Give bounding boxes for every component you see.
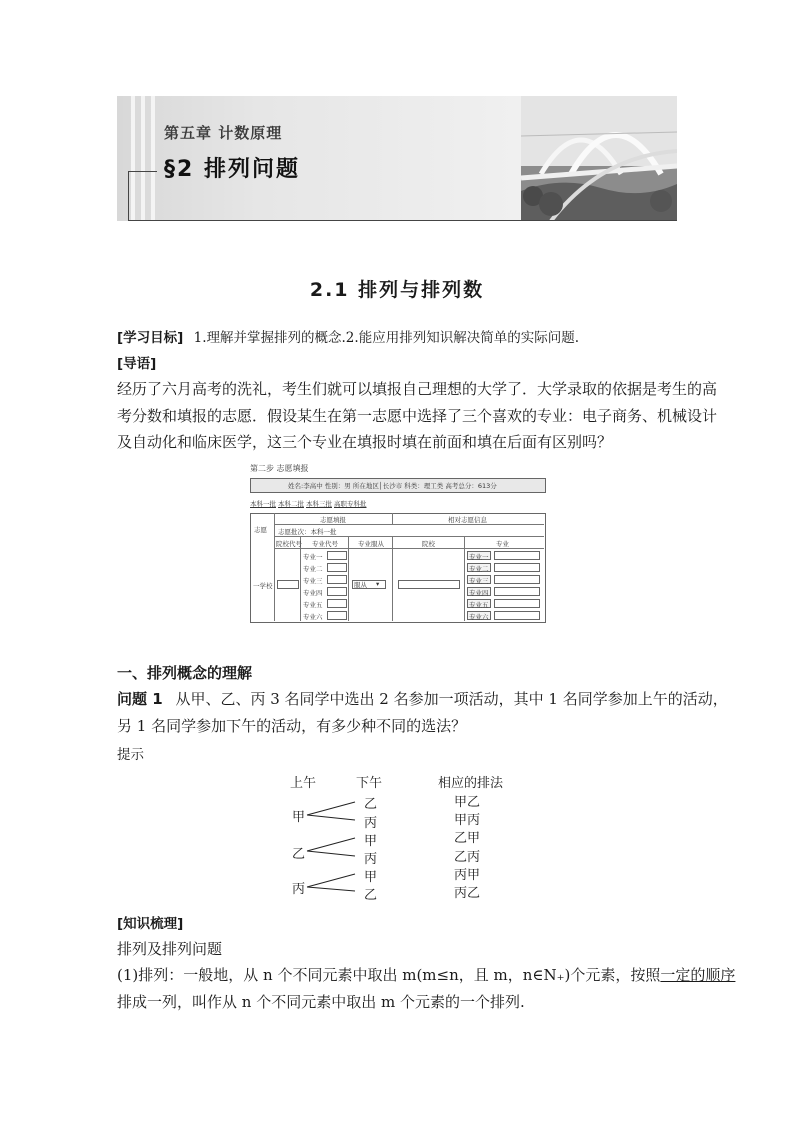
definition-text: (1)排列：一般地，从 n 个不同元素中取出 m(m≤n，且 m，n∈N₊)个元素，按照: [117, 966, 661, 984]
school-name-input[interactable]: [398, 580, 460, 589]
major-code-label: 专业四: [303, 589, 323, 597]
question-1: [117, 688, 728, 709]
major-code-input[interactable]: [327, 599, 347, 608]
form-tab[interactable]: 高职专科批: [334, 500, 367, 508]
major-code-label: 专业五: [303, 601, 323, 609]
banner-stripe: [131, 96, 135, 221]
objectives-label: [学习目标]: [117, 330, 184, 346]
major-code-input[interactable]: [327, 611, 347, 620]
intro-label: [导语]: [117, 356, 157, 372]
afternoon-node: 甲: [364, 870, 378, 885]
question-text: 另 1 名同学参加下午的活动，有多少种不同的选法？: [117, 717, 467, 735]
major-input[interactable]: [494, 575, 540, 584]
form-tab[interactable]: 本科二批: [278, 500, 304, 508]
morning-node: 丙: [292, 882, 306, 897]
major-label: 专业六: [469, 613, 489, 621]
major-code-input[interactable]: [327, 575, 347, 584]
major-input[interactable]: [494, 551, 540, 560]
form-column-header: 专业: [496, 540, 509, 548]
result-entry: 乙丙: [454, 850, 481, 865]
major-input[interactable]: [494, 611, 540, 620]
afternoon-node: 乙: [364, 888, 378, 903]
bridge-photo-icon: [521, 96, 677, 221]
form-info: 姓名:李高中 性别：男 所在地区│长沙市 科类：理工类 高考总分：613分: [288, 482, 497, 490]
form-row-label: 一学校: [253, 582, 273, 590]
form-column-header: 专业代号: [312, 540, 338, 548]
hint-label: 提示: [117, 747, 144, 763]
major-label: 专业五: [469, 601, 489, 609]
definition-line: [117, 964, 735, 985]
result-entry: 甲乙: [454, 795, 481, 810]
major-code-input[interactable]: [327, 563, 347, 572]
major-code-input[interactable]: [327, 551, 347, 560]
chapter-title: 第五章 计数原理: [164, 124, 283, 142]
major-code-input[interactable]: [327, 587, 347, 596]
result-entry: 乙甲: [454, 831, 481, 846]
knowledge-label: [知识梳理]: [117, 916, 184, 932]
chevron-down-icon: ▾: [376, 580, 380, 588]
major-input[interactable]: [494, 563, 540, 572]
definition-line: 排成一列，叫作从 n 个不同元素中取出 m 个元素的一个排列.: [117, 993, 525, 1011]
school-code-input[interactable]: [277, 580, 299, 589]
major-code-label: 专业六: [303, 613, 323, 621]
result-entry: 甲丙: [454, 813, 481, 828]
major-label: 专业三: [469, 577, 489, 585]
afternoon-node: 丙: [364, 816, 378, 831]
morning-node: 甲: [292, 810, 306, 825]
banner-frame-line: [128, 171, 157, 172]
learning-objectives: [117, 326, 579, 346]
banner-frame-line: [128, 171, 129, 220]
form-tab[interactable]: 本科三批: [306, 500, 332, 508]
column-header-afternoon: 下午: [356, 776, 383, 791]
obey-select-value: 服从: [354, 581, 367, 589]
permutation-tree-diagram: [280, 772, 520, 902]
section-title: §2 排列问题: [164, 157, 300, 182]
result-entry: 丙乙: [454, 886, 481, 901]
form-volunteer-label: 志愿: [254, 526, 267, 534]
bridge-photo: [521, 96, 677, 221]
question-text: 从甲、乙、丙 3 名同学中选出 2 名参加一项活动，其中 1 名同学参加上午的活动，: [175, 690, 728, 708]
banner-stripe: [151, 96, 155, 221]
form-tab[interactable]: 本科一批: [250, 500, 276, 508]
application-form-figure: [248, 461, 546, 623]
morning-node: 乙: [292, 847, 306, 862]
definition-underlined: 一定的顺序: [660, 966, 736, 984]
column-header-morning: 上午: [290, 776, 317, 791]
afternoon-node: 乙: [364, 797, 378, 812]
major-label: 专业一: [469, 553, 489, 561]
major-code-label: 专业一: [303, 553, 323, 561]
banner-frame-line: [128, 220, 677, 221]
intro-line: 及自动化和临床医学，这三个专业在填报时填在前面和填在后面有区别吗？: [117, 433, 613, 451]
column-header-result: 相应的排法: [438, 776, 504, 791]
tree-branches: [280, 772, 520, 902]
section-heading: 一、排列概念的理解: [117, 664, 253, 682]
afternoon-node: 丙: [364, 852, 378, 867]
major-label: 专业二: [469, 565, 489, 573]
major-input[interactable]: [494, 599, 540, 608]
intro-line: 经历了六月高考的洗礼，考生们就可以填报自己理想的大学了．大学录取的依据是考生的高: [117, 380, 718, 398]
objectives-text: 1.理解并掌握排列的概念.2.能应用排列知识解决简单的实际问题.: [193, 330, 579, 346]
form-column-header: 院校: [422, 540, 435, 548]
major-input[interactable]: [494, 587, 540, 596]
result-entry: 丙甲: [454, 868, 481, 883]
form-fill-header: 志愿填报: [320, 516, 346, 524]
banner-stripe: [141, 96, 145, 221]
major-label: 专业四: [469, 589, 489, 597]
lesson-title: 2.1 排列与排列数: [309, 279, 485, 301]
form-related-header: 相对志愿信息: [448, 516, 487, 524]
intro-line: 考分数和填报的志愿．假设某生在第一志愿中选择了三个喜欢的专业：电子商务、机械设计: [117, 407, 718, 425]
form-batch-type: 志愿批次：本科一批: [278, 528, 337, 536]
major-code-label: 专业三: [303, 577, 323, 585]
question-label: 问题 1: [117, 690, 163, 708]
form-step-title: 第二步 志愿填报: [250, 464, 309, 473]
afternoon-node: 甲: [364, 834, 378, 849]
form-column-header: 专业服从: [358, 540, 384, 548]
knowledge-title: 排列及排列问题: [117, 940, 223, 958]
major-code-label: 专业二: [303, 565, 323, 573]
form-column-header: 院校代号: [276, 540, 302, 548]
